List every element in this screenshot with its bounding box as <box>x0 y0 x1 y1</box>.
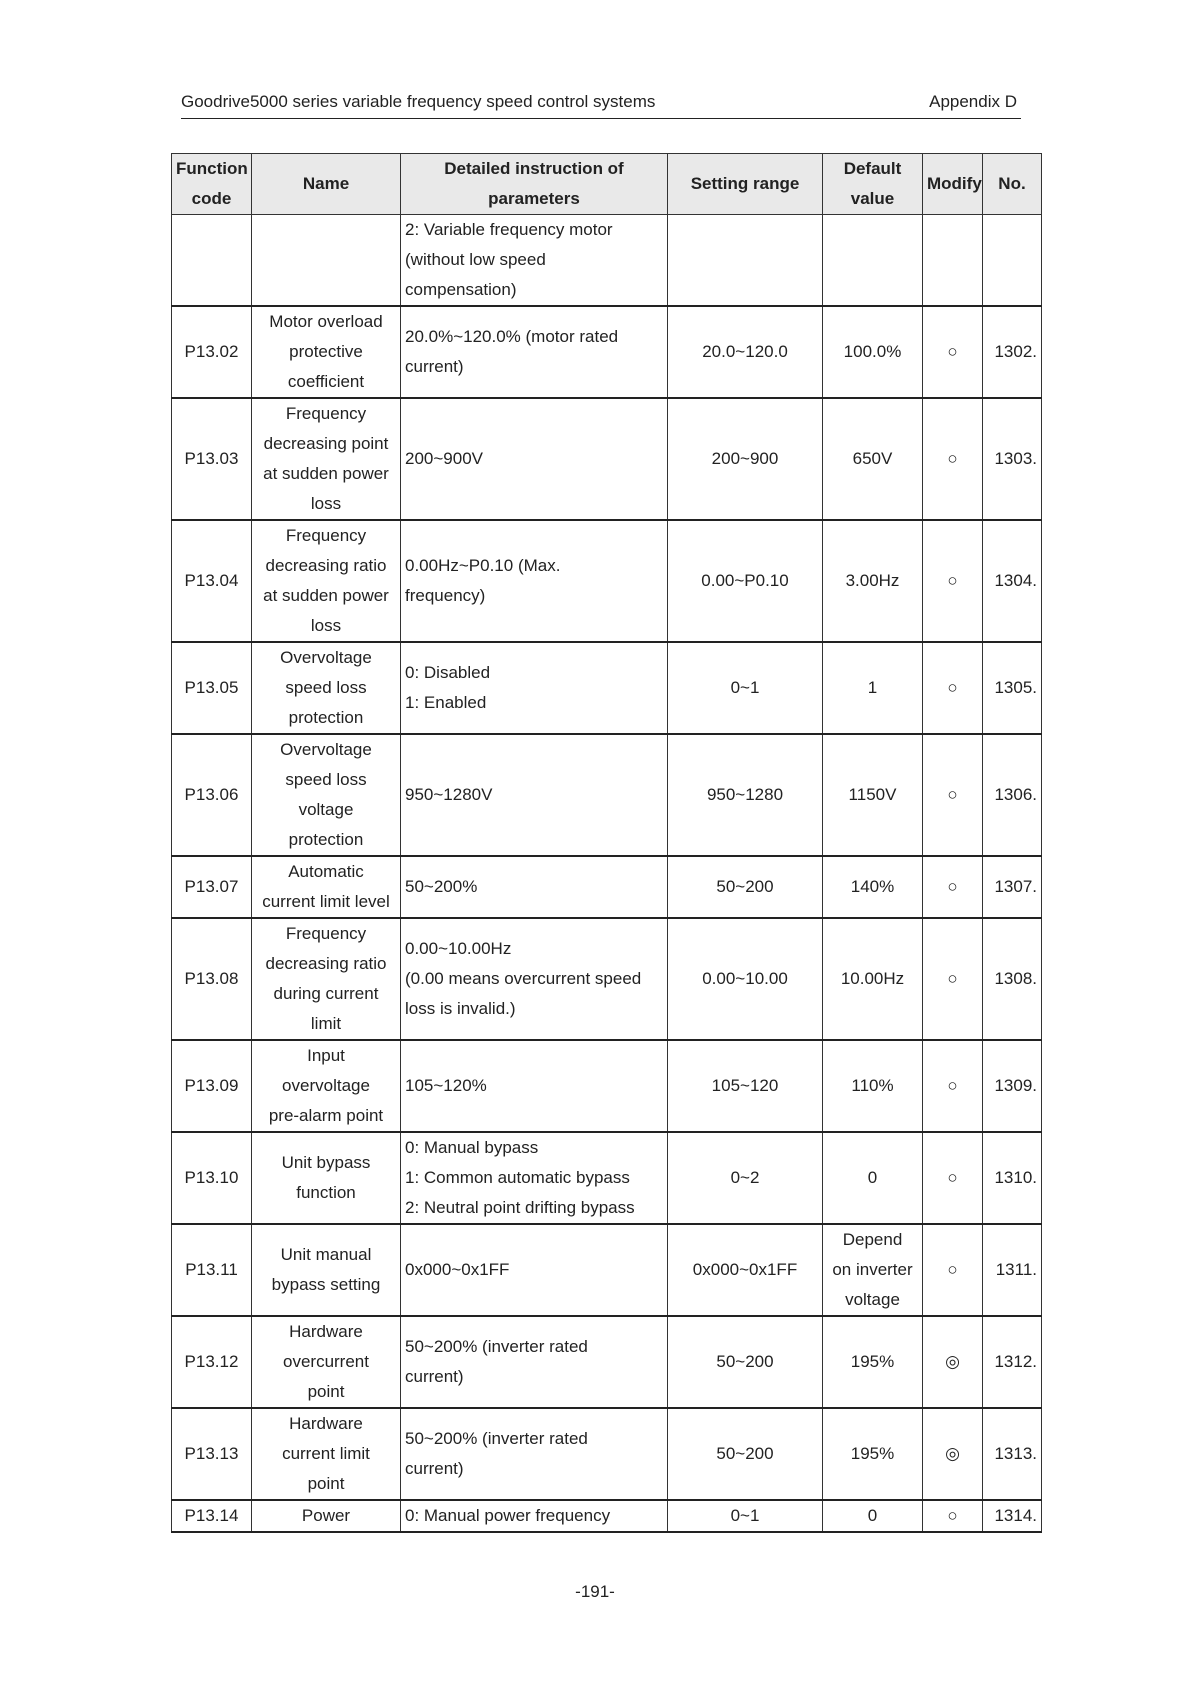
col-setting-range: Setting range <box>668 154 823 215</box>
name-line: during current <box>273 984 379 1003</box>
param-no: 1303. <box>983 398 1042 520</box>
setting-range: 20.0~120.0 <box>668 306 823 398</box>
detail-line: (0.00 means overcurrent speed <box>405 969 642 988</box>
name-line: coefficient <box>287 372 365 391</box>
name-line: bypass setting <box>271 1275 381 1294</box>
default-value <box>823 1316 923 1408</box>
detail-line: frequency) <box>405 586 486 605</box>
setting-range: 50~200 <box>668 1316 823 1408</box>
page-number: -191- <box>575 1582 615 1601</box>
name-line: current limit level <box>262 892 390 911</box>
param-detail <box>401 520 668 642</box>
col-detail: Detailed instruction of parameters <box>401 154 668 215</box>
name-line: current limit <box>282 1444 370 1463</box>
default-value <box>823 1132 923 1224</box>
param-detail <box>401 1408 668 1500</box>
default-line: 100.0% <box>843 342 902 361</box>
function-code: P13.10 <box>172 1132 252 1224</box>
param-no: 1311. <box>983 1224 1042 1316</box>
default-value <box>823 642 923 734</box>
detail-line: 1: Common automatic bypass <box>405 1168 630 1187</box>
default-value <box>823 306 923 398</box>
name-line: Input <box>307 1046 345 1065</box>
param-name <box>252 1040 401 1132</box>
name-line: at sudden power <box>263 586 389 605</box>
default-line: 110% <box>851 1076 894 1095</box>
modify-symbol: ○ <box>923 306 983 398</box>
setting-range: 0.00~P0.10 <box>668 520 823 642</box>
default-line: 1150V <box>848 785 897 804</box>
modify-symbol: ○ <box>923 398 983 520</box>
default-value <box>823 856 923 918</box>
default-value <box>823 1224 923 1316</box>
name-line: Automatic <box>288 862 364 881</box>
default-value <box>823 398 923 520</box>
col-no: No. <box>983 154 1042 215</box>
detail-line: (without low speed <box>405 250 546 269</box>
function-code: P13.04 <box>172 520 252 642</box>
name-line: at sudden power <box>263 464 389 483</box>
function-code: P13.14 <box>172 1500 252 1532</box>
setting-range: 0x000~0x1FF <box>668 1224 823 1316</box>
param-detail <box>401 306 668 398</box>
modify-symbol: ◎ <box>923 1408 983 1500</box>
setting-range: 0~1 <box>668 1500 823 1532</box>
detail-line: 20.0%~120.0% (motor rated <box>405 327 619 346</box>
modify-symbol: ○ <box>923 918 983 1040</box>
default-line: 195% <box>850 1444 895 1463</box>
param-name <box>252 398 401 520</box>
detail-line: 0x000~0x1FF <box>405 1260 510 1279</box>
default-line: 1 <box>867 678 878 697</box>
detail-line: 0.00Hz~P0.10 (Max. <box>405 556 561 575</box>
default-value <box>823 734 923 856</box>
detail-line: 50~200% <box>405 877 478 896</box>
function-code: P13.09 <box>172 1040 252 1132</box>
setting-range: 0~1 <box>668 642 823 734</box>
detail-line: current) <box>405 1459 464 1478</box>
setting-range: 200~900 <box>668 398 823 520</box>
detail-line: 2: Neutral point drifting bypass <box>405 1198 635 1217</box>
default-line: Depend <box>842 1230 903 1249</box>
function-code: P13.08 <box>172 918 252 1040</box>
document-title: Goodrive5000 series variable frequency speed control systems <box>181 92 656 111</box>
param-detail <box>401 1132 668 1224</box>
param-no: 1305. <box>983 642 1042 734</box>
name-line: loss <box>310 616 342 635</box>
param-detail <box>401 642 668 734</box>
name-line: speed loss <box>285 770 367 789</box>
detail-line: 50~200% (inverter rated <box>405 1429 588 1448</box>
default-line: 10.00Hz <box>840 969 905 988</box>
table-row <box>172 1316 1042 1408</box>
table-row <box>172 918 1042 1040</box>
name-line: voltage <box>298 800 354 819</box>
detail-line: loss is invalid.) <box>405 999 516 1018</box>
page-header <box>181 92 1021 119</box>
detail-line: 950~1280V <box>405 785 493 804</box>
default-line: 0 <box>867 1168 878 1187</box>
table-row <box>172 1500 1042 1532</box>
function-code: P13.13 <box>172 1408 252 1500</box>
modify-symbol: ○ <box>923 1224 983 1316</box>
col-default-value: Default value <box>823 154 923 215</box>
default-line: 650V <box>852 449 893 468</box>
cell-default <box>823 215 923 307</box>
detail-line: 105~120% <box>405 1076 487 1095</box>
name-line: Overvoltage <box>280 648 372 667</box>
name-line: Unit bypass <box>281 1153 371 1172</box>
modify-symbol: ○ <box>923 734 983 856</box>
param-no: 1309. <box>983 1040 1042 1132</box>
detail-line: current) <box>405 357 464 376</box>
table-row <box>172 642 1042 734</box>
function-code: P13.06 <box>172 734 252 856</box>
param-name <box>252 856 401 918</box>
detail-line: 2: Variable frequency motor <box>405 220 613 239</box>
param-detail <box>401 918 668 1040</box>
cell-no <box>983 215 1042 307</box>
name-line: protective <box>289 342 363 361</box>
default-line: 3.00Hz <box>845 571 900 590</box>
setting-range: 105~120 <box>668 1040 823 1132</box>
setting-range: 0.00~10.00 <box>668 918 823 1040</box>
param-no: 1304. <box>983 520 1042 642</box>
name-line: Motor overload <box>269 312 383 331</box>
param-no: 1306. <box>983 734 1042 856</box>
setting-range: 950~1280 <box>668 734 823 856</box>
modify-symbol: ○ <box>923 520 983 642</box>
detail-line: 0: Manual power frequency <box>405 1506 611 1525</box>
param-name <box>252 642 401 734</box>
detail-line: 0: Manual bypass <box>405 1138 539 1157</box>
cell-range <box>668 215 823 307</box>
param-name <box>252 1500 401 1532</box>
modify-symbol: ○ <box>923 856 983 918</box>
param-name <box>252 1224 401 1316</box>
table-row <box>172 1040 1042 1132</box>
cell-code <box>172 215 252 307</box>
col-function-code: Function code <box>172 154 252 215</box>
param-detail <box>401 856 668 918</box>
param-detail <box>401 1040 668 1132</box>
name-line: pre-alarm point <box>268 1106 384 1125</box>
default-value <box>823 1500 923 1532</box>
name-line: decreasing point <box>263 434 389 453</box>
function-code: P13.05 <box>172 642 252 734</box>
function-code: P13.11 <box>172 1224 252 1316</box>
table-row <box>172 398 1042 520</box>
table-header-row <box>172 154 1042 215</box>
table-row <box>172 856 1042 918</box>
param-no: 1308. <box>983 918 1042 1040</box>
name-line: point <box>307 1474 345 1493</box>
cell-detail <box>401 215 668 307</box>
name-line: protection <box>288 708 364 727</box>
detail-line: 0: Disabled <box>405 663 491 682</box>
table-row <box>172 1408 1042 1500</box>
modify-symbol: ◎ <box>923 1316 983 1408</box>
param-name <box>252 1132 401 1224</box>
default-value <box>823 1040 923 1132</box>
col-modify: Modify <box>923 154 983 215</box>
default-line: 140% <box>850 877 895 896</box>
name-line: loss <box>310 494 342 513</box>
name-line: Unit manual <box>280 1245 372 1264</box>
name-line: overvoltage <box>282 1076 370 1095</box>
table-row <box>172 520 1042 642</box>
param-no: 1302. <box>983 306 1042 398</box>
function-code: P13.07 <box>172 856 252 918</box>
function-code: P13.02 <box>172 306 252 398</box>
name-line: Frequency <box>285 526 367 545</box>
modify-symbol: ○ <box>923 1040 983 1132</box>
param-name <box>252 734 401 856</box>
name-line: Frequency <box>285 924 367 943</box>
detail-line: 200~900V <box>405 449 483 468</box>
param-detail <box>401 734 668 856</box>
default-value <box>823 1408 923 1500</box>
default-value <box>823 918 923 1040</box>
detail-line: 0.00~10.00Hz <box>405 939 512 958</box>
modify-symbol: ○ <box>923 642 983 734</box>
param-no: 1312. <box>983 1316 1042 1408</box>
name-line: Power <box>301 1506 351 1525</box>
detail-line: 1: Enabled <box>405 693 487 712</box>
detail-line: current) <box>405 1367 464 1386</box>
default-line: 195% <box>850 1352 895 1371</box>
name-line: decreasing ratio <box>265 954 387 973</box>
section-label: Appendix D <box>929 92 1017 111</box>
table-row <box>172 1224 1042 1316</box>
detail-line: compensation) <box>405 280 517 299</box>
param-detail <box>401 1500 668 1532</box>
name-line: speed loss <box>285 678 367 697</box>
name-line: function <box>296 1183 356 1202</box>
default-line: voltage <box>845 1290 900 1309</box>
table-row <box>172 734 1042 856</box>
table-body <box>172 215 1042 1533</box>
param-name <box>252 520 401 642</box>
setting-range: 50~200 <box>668 856 823 918</box>
param-no: 1314. <box>983 1500 1042 1532</box>
param-name <box>252 1408 401 1500</box>
param-no: 1310. <box>983 1132 1042 1224</box>
parameter-table <box>171 153 1042 1533</box>
cell-name <box>252 215 401 307</box>
function-code: P13.03 <box>172 398 252 520</box>
name-line: Overvoltage <box>280 740 372 759</box>
param-name <box>252 306 401 398</box>
table-row <box>172 306 1042 398</box>
param-no: 1307. <box>983 856 1042 918</box>
default-line: on inverter <box>832 1260 913 1279</box>
param-detail <box>401 1316 668 1408</box>
param-name <box>252 918 401 1040</box>
name-line: Hardware <box>289 1322 363 1341</box>
modify-symbol: ○ <box>923 1500 983 1532</box>
name-line: protection <box>288 830 364 849</box>
default-value <box>823 520 923 642</box>
param-no: 1313. <box>983 1408 1042 1500</box>
modify-symbol: ○ <box>923 1132 983 1224</box>
function-code: P13.12 <box>172 1316 252 1408</box>
table-row-continuation <box>172 215 1042 307</box>
name-line: Frequency <box>285 404 367 423</box>
param-detail <box>401 1224 668 1316</box>
setting-range: 0~2 <box>668 1132 823 1224</box>
name-line: decreasing ratio <box>265 556 387 575</box>
col-name: Name <box>252 154 401 215</box>
default-line: 0 <box>867 1506 878 1525</box>
param-name <box>252 1316 401 1408</box>
name-line: limit <box>310 1014 342 1033</box>
setting-range: 50~200 <box>668 1408 823 1500</box>
name-line: overcurrent <box>283 1352 369 1371</box>
name-line: point <box>307 1382 345 1401</box>
table-row <box>172 1132 1042 1224</box>
cell-modify <box>923 215 983 307</box>
detail-line: 50~200% (inverter rated <box>405 1337 588 1356</box>
name-line: Hardware <box>289 1414 363 1433</box>
param-detail <box>401 398 668 520</box>
